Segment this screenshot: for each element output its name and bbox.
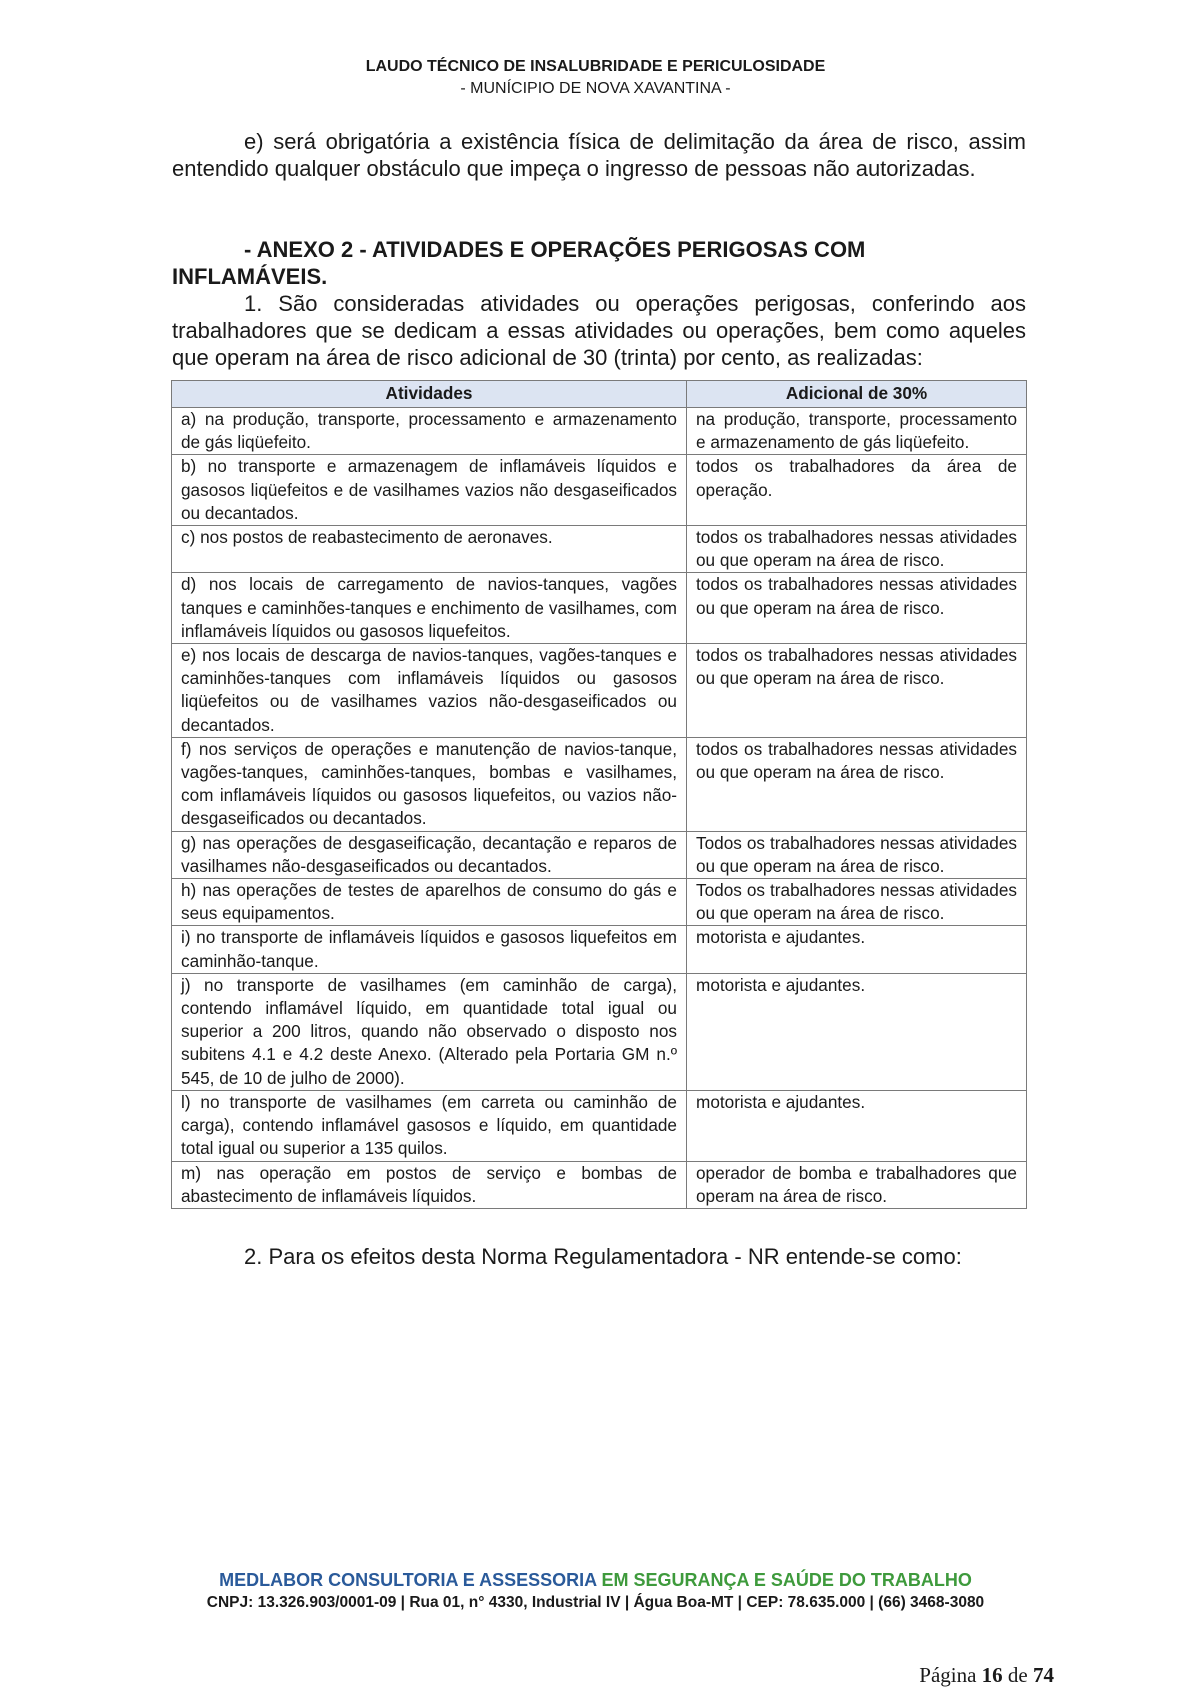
activity-cell: i) no transporte de inflamáveis líquidos e gasosos liquefeitos em caminhão-tanque. bbox=[172, 926, 687, 973]
activities-table bbox=[171, 380, 1027, 1209]
page-current: 16 bbox=[981, 1663, 1003, 1687]
additional-cell: todos os trabalhadores nessas atividades ou que operam na área de risco. bbox=[687, 737, 1027, 831]
column-header-activities: Atividades bbox=[172, 381, 687, 408]
activity-cell: a) na produção, transporte, processamento e armazenamento de gás liqüefeito. bbox=[172, 408, 687, 455]
annex-title-continuation: INFLAMÁVEIS. bbox=[172, 264, 328, 289]
document-footer bbox=[0, 1568, 1191, 1614]
column-header-additional: Adicional de 30% bbox=[687, 381, 1027, 408]
additional-cell: motorista e ajudantes. bbox=[687, 1090, 1027, 1161]
table-row bbox=[172, 644, 1027, 738]
activity-cell: j) no transporte de vasilhames (em caminhão de carga), contendo inflamável líquido, em quantidade total igual ou superior a 200 litros, quando não observado o disposto nos subitens 4.1 e 4.2 deste Anexo. (Alterado pela Portaria GM n.º 545, de 10 de julho de 2000). bbox=[172, 973, 687, 1090]
additional-cell: todos os trabalhadores nessas atividades ou que operam na área de risco. bbox=[687, 526, 1027, 573]
document-body bbox=[172, 128, 1026, 1270]
document-header bbox=[0, 56, 1191, 100]
table-header-row bbox=[172, 381, 1027, 408]
paragraph-2: 2. Para os efeitos desta Norma Regulamentadora - NR entende-se como: bbox=[244, 1243, 962, 1269]
page-total: 74 bbox=[1033, 1663, 1054, 1687]
additional-cell: Todos os trabalhadores nessas atividades ou que operam na área de risco. bbox=[687, 831, 1027, 878]
table-row bbox=[172, 831, 1027, 878]
footer-company-tagline: EM SEGURANÇA E SAÚDE DO TRABALHO bbox=[601, 1570, 972, 1590]
table-row bbox=[172, 1090, 1027, 1161]
footer-company-name: MEDLABOR CONSULTORIA E ASSESSORIA bbox=[219, 1570, 597, 1590]
table-row bbox=[172, 926, 1027, 973]
paragraph-e: e) será obrigatória a existência física de delimitação da área de risco, assim entendido qualquer obstáculo que impeça o ingresso de pessoas não autorizadas. bbox=[172, 129, 1026, 181]
paragraph-1: 1. São consideradas atividades ou operações perigosas, conferindo aos trabalhadores que se dedicam a essas atividades ou operações, bem como aqueles que operam na área de risco adicional de 30 (trinta) por cento, as realizadas: bbox=[172, 291, 1026, 370]
activity-cell: b) no transporte e armazenagem de inflamáveis líquidos e gasosos liqüefeitos e de vasilhames vazios não desgaseificados ou decantados. bbox=[172, 455, 687, 526]
footer-company bbox=[0, 1568, 1191, 1592]
additional-cell: motorista e ajudantes. bbox=[687, 973, 1027, 1090]
activity-cell: m) nas operação em postos de serviço e bombas de abastecimento de inflamáveis líquidos. bbox=[172, 1161, 687, 1208]
additional-cell: todos os trabalhadores da área de operação. bbox=[687, 455, 1027, 526]
page-number bbox=[919, 1663, 1054, 1688]
additional-cell: Todos os trabalhadores nessas atividades ou que operam na área de risco. bbox=[687, 879, 1027, 926]
table-row bbox=[172, 455, 1027, 526]
page-label: Página bbox=[919, 1663, 977, 1687]
table-row bbox=[172, 1161, 1027, 1208]
table-row bbox=[172, 879, 1027, 926]
activity-cell: c) nos postos de reabastecimento de aeronaves. bbox=[172, 526, 687, 573]
activity-cell: l) no transporte de vasilhames (em carreta ou caminhão de carga), contendo inflamável gasosos e líquido, em quantidade total igual ou superior a 135 quilos. bbox=[172, 1090, 687, 1161]
activity-cell: f) nos serviços de operações e manutenção de navios-tanque, vagões-tanques, caminhões-tanques, bombas e vasilhames, com inflamáveis líquidos ou gasosos liquefeitos, ou vazios não-desgaseificados ou decantados. bbox=[172, 737, 687, 831]
page-separator: de bbox=[1007, 1663, 1028, 1687]
activity-cell: h) nas operações de testes de aparelhos de consumo do gás e seus equipamentos. bbox=[172, 879, 687, 926]
additional-cell: operador de bomba e trabalhadores que operam na área de risco. bbox=[687, 1161, 1027, 1208]
annex-title: - ANEXO 2 - ATIVIDADES E OPERAÇÕES PERIGOSAS COM bbox=[244, 237, 866, 262]
additional-cell: todos os trabalhadores nessas atividades ou que operam na área de risco. bbox=[687, 573, 1027, 644]
document-subtitle: - MUNÍCIPIO DE NOVA XAVANTINA - bbox=[460, 80, 731, 97]
table-row bbox=[172, 573, 1027, 644]
additional-cell: na produção, transporte, processamento e armazenamento de gás liqüefeito. bbox=[687, 408, 1027, 455]
table-row bbox=[172, 737, 1027, 831]
additional-cell: motorista e ajudantes. bbox=[687, 926, 1027, 973]
activity-cell: g) nas operações de desgaseificação, decantação e reparos de vasilhames não-desgaseificados ou decantados. bbox=[172, 831, 687, 878]
footer-contact: CNPJ: 13.326.903/0001-09 | Rua 01, n° 4330, Industrial IV | Água Boa-MT | CEP: 78.635.000 | (66) 3468-3080 bbox=[206, 1594, 985, 1611]
table-row bbox=[172, 526, 1027, 573]
table-row bbox=[172, 973, 1027, 1090]
activity-cell: d) nos locais de carregamento de navios-tanques, vagões tanques e caminhões-tanques e enchimento de vasilhames, com inflamáveis líquidos ou gasosos liquefeitos. bbox=[172, 573, 687, 644]
table-row bbox=[172, 408, 1027, 455]
document-title: LAUDO TÉCNICO DE INSALUBRIDADE E PERICULOSIDADE bbox=[365, 58, 826, 75]
additional-cell: todos os trabalhadores nessas atividades ou que operam na área de risco. bbox=[687, 644, 1027, 738]
activity-cell: e) nos locais de descarga de navios-tanques, vagões-tanques e caminhões-tanques com inflamáveis líquidos ou gasosos liqüefeitos ou de vasilhames vazios não-desgaseificados ou decantados. bbox=[172, 644, 687, 738]
